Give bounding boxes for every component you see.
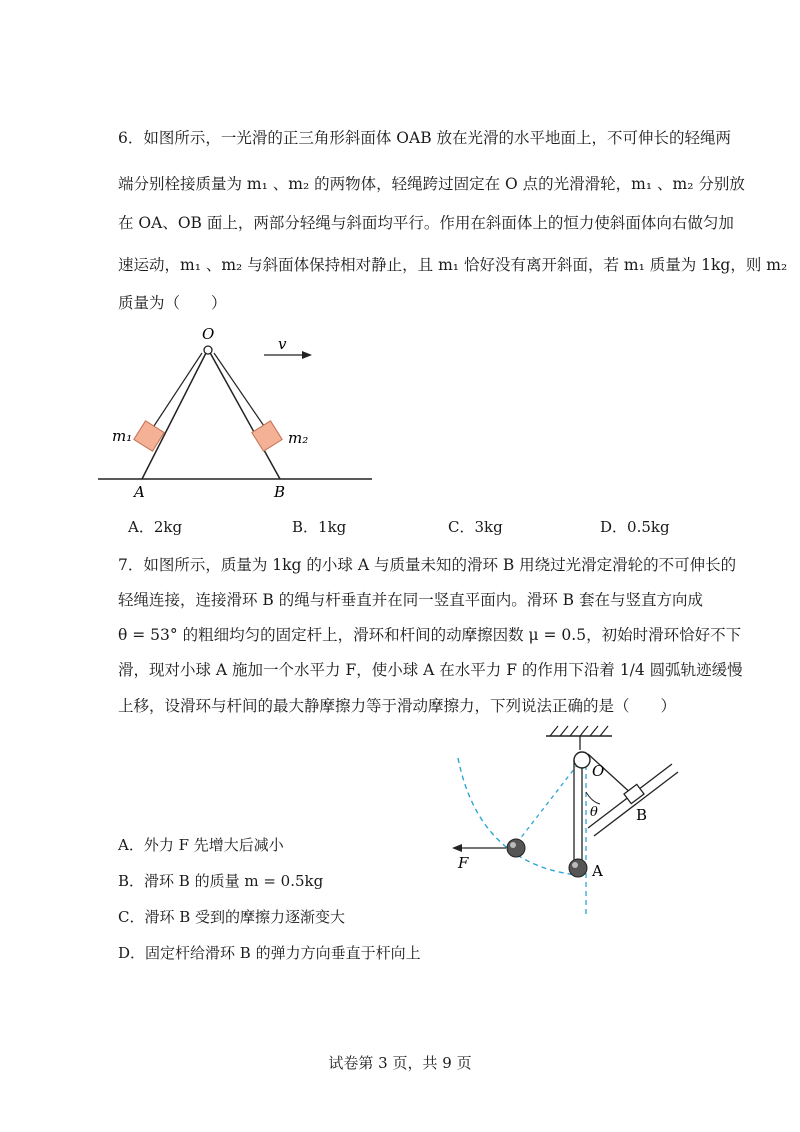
label-v: v [278,335,287,353]
q6-option-b[interactable]: B．1kg [292,518,347,536]
q7-figure [440,720,700,920]
q6-line-1: 6．如图所示，一光滑的正三角形斜面体 OAB 放在光滑的水平地面上，不可伸长的轻绳两 [118,129,732,147]
pulley [574,752,590,768]
q7-line-4: 滑，现对小球 A 施加一个水平力 F，使小球 A 在水平力 F 的作用下沿着 1/4 圆弧轨迹缓慢 [118,661,743,679]
face-ob-outer [208,349,280,479]
label-theta: θ [590,805,598,820]
q6-figure [90,325,390,505]
q6-option-d[interactable]: D．0.5kg [600,518,670,536]
label-F: F [458,854,469,872]
label-A: A [134,483,145,501]
label-A: A [592,862,603,880]
force-arrow-head [452,844,462,852]
q7-option-a[interactable]: A．外力 F 先增大后减小 [118,836,284,854]
q7-option-b[interactable]: B．滑环 B 的质量 m = 0.5kg [118,872,324,890]
label-O: O [202,325,215,343]
ceiling-hatch [550,726,608,736]
label-O: O [592,762,605,780]
q7-line-5: 上移，设滑环与杆间的最大静摩擦力等于滑动摩擦力，下列说法正确的是（ ） [118,697,677,715]
label-m1: m₁ [112,427,133,445]
q6-option-c[interactable]: C．3kg [448,518,503,536]
pulley [204,346,212,354]
page-footer: 试卷第 3 页，共 9 页 [328,1054,472,1072]
q7-line-1: 7．如图所示，质量为 1kg 的小球 A 与质量未知的滑环 B 用绕过光滑定滑轮的不可伸长的 [118,556,737,574]
q6-line-2: 端分别栓接质量为 m₁ 、m₂ 的两物体，轻绳跨过固定在 O 点的光滑滑轮，m₁ 、m₂ 分别放 [118,175,745,193]
q7-option-d[interactable]: D．固定杆给滑环 B 的弹力方向垂直于杆向上 [118,944,421,962]
q6-option-a[interactable]: A．2kg [128,518,183,536]
q7-line-2: 轻绳连接，连接滑环 B 的绳与杆垂直并在同一竖直平面内。滑环 B 套在与竖直方向成 [118,591,703,609]
theta-arc [586,792,600,804]
q6-line-3: 在 OA、OB 面上，两部分轻绳与斜面均平行。作用在斜面体上的恒力使斜面体向右做匀加 [118,214,734,232]
rope-right [214,353,266,429]
face-oa-outer [142,349,208,479]
q7-line-3: θ = 53° 的粗细均匀的固定杆上，滑环和杆间的动摩擦因数 μ = 0.5，初始时滑环恰好不下 [118,626,742,644]
label-B: B [274,483,286,501]
velocity-arrow-head [302,351,312,359]
q7-option-c[interactable]: C．滑环 B 受到的摩擦力逐渐变大 [118,908,346,926]
label-B: B [636,806,648,824]
q6-line-4: 速运动，m₁ 、m₂ 与斜面体保持相对静止，且 m₁ 恰好没有离开斜面，若 m₁ 质量为 1kg，则 m₂ [118,256,788,274]
block-m1 [134,421,164,451]
arc-trajectory [458,758,586,876]
ball-moving [507,839,525,857]
q6-line-5: 质量为（ ） [118,294,227,312]
label-m2: m₂ [288,429,309,447]
rope-left [152,353,202,429]
rope-to-ball-dashed [516,764,578,844]
rod-lower [594,772,678,836]
ball-A [569,859,587,877]
block-m2 [252,421,282,451]
